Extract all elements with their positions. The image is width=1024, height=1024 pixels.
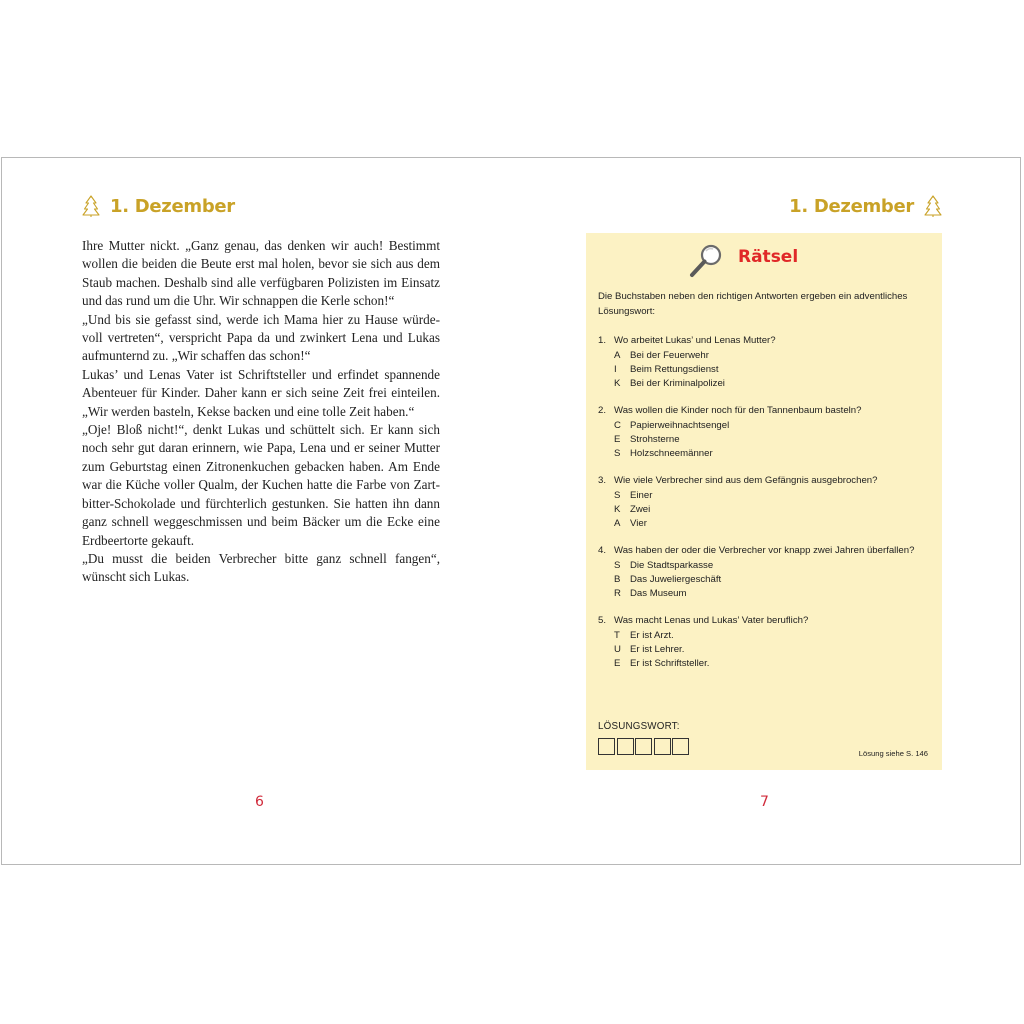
question-text: Was wollen die Kinder noch für den Tannenbaum basteln? bbox=[614, 405, 862, 417]
question bbox=[598, 544, 934, 601]
question bbox=[598, 334, 934, 391]
solution-boxes bbox=[598, 738, 691, 755]
paragraph: Lukas’ und Lenas Vater ist Schriftsteller und erfindet spannende Abenteuer für Kinder. Daher kann er sich seine Zeit frei einteilen. „Wir werden basteln, Kekse backen und eine tolle Zeit haben.“ bbox=[82, 366, 440, 419]
magnifier-icon bbox=[686, 241, 726, 281]
answer-letter: U bbox=[614, 644, 621, 656]
answer-letter: C bbox=[614, 419, 621, 431]
solution-letter-box[interactable] bbox=[672, 738, 689, 755]
answer-option bbox=[598, 629, 934, 643]
answer-option bbox=[598, 517, 934, 531]
answer-text: Er ist Lehrer. bbox=[630, 644, 685, 656]
question-text: Wie viele Verbrecher sind aus dem Gefängnis ausgebrochen? bbox=[614, 475, 878, 487]
solution-letter-box[interactable] bbox=[654, 738, 671, 755]
answer-option bbox=[598, 447, 934, 461]
answer-text: Das Museum bbox=[630, 588, 687, 600]
answer-text: Bei der Feuerwehr bbox=[630, 349, 709, 361]
answer-text: Er ist Arzt. bbox=[630, 629, 674, 641]
question bbox=[598, 404, 934, 461]
answer-text: Papierweihnachtsengel bbox=[630, 419, 730, 431]
puzzle-box bbox=[586, 233, 942, 770]
answer-option bbox=[598, 363, 934, 377]
answer-letter: S bbox=[614, 489, 621, 501]
chapter-title: 1. Dezember bbox=[789, 195, 914, 217]
answer-letter: S bbox=[614, 559, 621, 571]
tree-icon bbox=[924, 195, 942, 217]
answer-text: Vier bbox=[630, 518, 647, 530]
answer-text: Die Stadtsparkasse bbox=[630, 559, 714, 571]
answer-option bbox=[598, 377, 934, 391]
page-number-right: 7 bbox=[760, 794, 769, 810]
left-chapter-heading bbox=[82, 192, 235, 220]
answer-letter: T bbox=[614, 629, 620, 641]
solution-letter-box[interactable] bbox=[598, 738, 615, 755]
question bbox=[598, 474, 934, 531]
question-number: 3. bbox=[598, 475, 607, 487]
puzzle-header bbox=[686, 241, 798, 281]
answer-option bbox=[598, 433, 934, 447]
answer-option bbox=[598, 349, 934, 363]
puzzle-intro: Die Buchstaben neben den richtigen Antworten ergeben ein adventliches Lösungswort: bbox=[598, 291, 908, 317]
answer-letter: A bbox=[614, 518, 621, 530]
solution-reference: Lösung siehe S. 146 bbox=[858, 749, 928, 758]
answer-option bbox=[598, 419, 934, 433]
answer-letter: K bbox=[614, 377, 621, 389]
answer-text: Einer bbox=[630, 489, 653, 501]
answer-text: Strohsterne bbox=[630, 433, 680, 445]
answer-text: Beim Rettungsdienst bbox=[630, 363, 719, 375]
question-number: 1. bbox=[598, 335, 607, 346]
right-chapter-heading bbox=[789, 192, 942, 220]
question-list bbox=[598, 334, 934, 685]
answer-text: Holzschneemänner bbox=[630, 448, 713, 460]
question-text: Was haben der oder die Verbrecher vor knapp zwei Jahren überfallen? bbox=[614, 545, 915, 557]
answer-letter: E bbox=[614, 658, 621, 670]
chapter-title: 1. Dezember bbox=[110, 195, 235, 217]
answer-option bbox=[598, 503, 934, 517]
answer-text: Zwei bbox=[630, 503, 651, 515]
puzzle-title: Rätsel bbox=[738, 247, 799, 267]
answer-text: Er ist Schriftsteller. bbox=[630, 658, 710, 670]
question-number: 2. bbox=[598, 405, 607, 417]
answer-option bbox=[598, 489, 934, 503]
solution-letter-box[interactable] bbox=[635, 738, 652, 755]
question-number: 4. bbox=[598, 545, 607, 557]
answer-letter: E bbox=[614, 433, 621, 445]
solution-letter-box[interactable] bbox=[617, 738, 634, 755]
answer-letter: B bbox=[614, 574, 621, 586]
answer-text: Bei der Kriminalpolizei bbox=[630, 377, 725, 389]
question-text: Wo arbeitet Lukas’ und Lenas Mutter? bbox=[614, 335, 776, 346]
paragraph: „Und bis sie gefasst sind, werde ich Mama hier zu Hause würdevoll vertreten“, verspricht Papa da und zwinkert Lena und Lukas aufmunternd zu. „Wir schaffen das schon!“ bbox=[82, 311, 440, 364]
question bbox=[598, 614, 934, 671]
page-number-left: 6 bbox=[255, 794, 264, 810]
paragraph: „Oje! Bloß nicht!“, denkt Lukas und schüttelt sich. Er kann sich noch sehr gut daran erinnern, wie Papa, Lena und er seiner Mutter zum Geburtstag einen Zitronenkuchen gebacken haben. Am Ende war die Küche voller Qualm, der Kuchen hatte die Farbe von Zartbitter-Schokolade und fürchterlich gestunken. Sie hatten ihn dann ganz schnell weggeschmissen und beim Bäcker um die Ecke eine Erdbeertorte gekauft. bbox=[82, 422, 440, 548]
answer-option bbox=[598, 559, 934, 573]
solution-label: LÖSUNGSWORT: bbox=[598, 721, 680, 732]
answer-letter: S bbox=[614, 448, 621, 460]
answer-option bbox=[598, 573, 934, 587]
answer-letter: I bbox=[614, 363, 617, 375]
answer-letter: A bbox=[614, 349, 621, 361]
paragraph: „Du musst die beiden Verbrecher bitte ganz schnell fangen“, wünscht sich Lukas. bbox=[82, 550, 440, 585]
answer-text: Das Juweliergeschäft bbox=[630, 574, 722, 586]
story-text bbox=[82, 237, 440, 587]
paragraph: Ihre Mutter nickt. „Ganz genau, das denken wir auch! Bestimmt wollen die beiden die Beute erst mal holen, bevor sie sich aus dem Staub machen. Deshalb sind alle verfügbaren Polizisten im Einsatz und das rund um die Uhr. Wir schnappen die Kerle schon!“ bbox=[82, 238, 440, 309]
question-text: Was macht Lenas und Lukas’ Vater beruflich? bbox=[614, 615, 809, 627]
answer-letter: R bbox=[614, 588, 621, 600]
question-number: 5. bbox=[598, 615, 607, 627]
answer-letter: K bbox=[614, 503, 621, 515]
tree-icon bbox=[82, 195, 100, 217]
answer-option bbox=[598, 587, 934, 601]
answer-option bbox=[598, 643, 934, 657]
answer-option bbox=[598, 657, 934, 671]
